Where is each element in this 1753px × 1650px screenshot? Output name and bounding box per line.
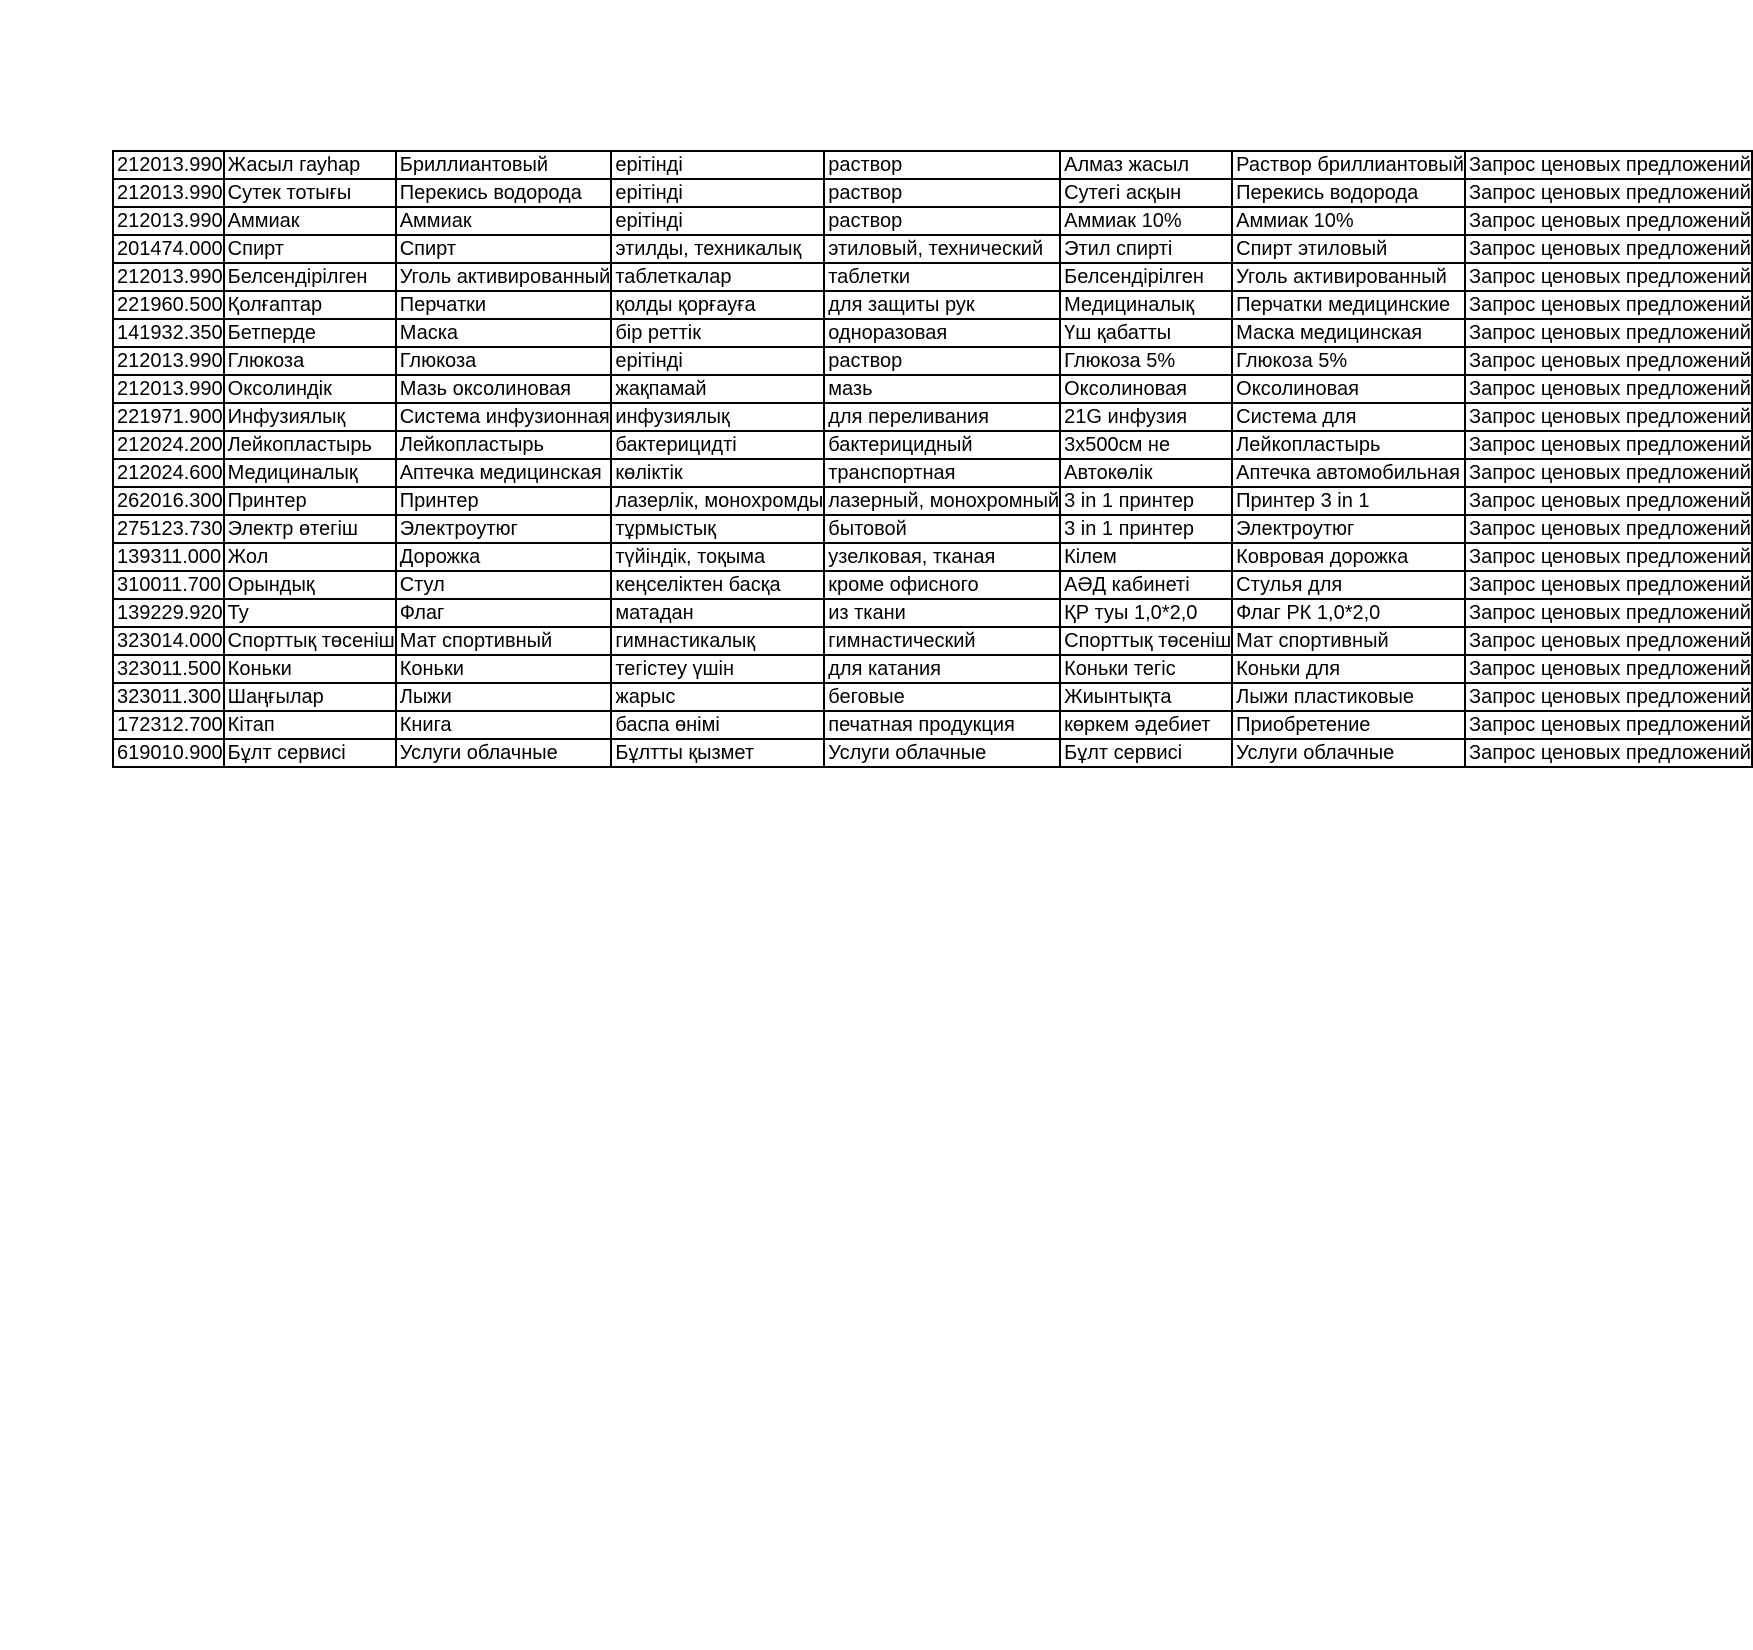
table-row: [113, 263, 1752, 291]
table-cell: для катания: [824, 655, 1060, 683]
table-cell: Аммиак: [396, 207, 612, 235]
table-cell: 310011.700: [113, 571, 224, 599]
table-cell: 3 in 1 принтер: [1060, 487, 1232, 515]
table-cell: Уголь активированный: [396, 263, 612, 291]
table-cell: ерітінді: [611, 347, 824, 375]
table-cell: Мат спортивный: [396, 627, 612, 655]
table-cell: 3x500см не: [1060, 431, 1232, 459]
table-cell: 212013.990: [113, 151, 224, 179]
table-cell: Стул: [396, 571, 612, 599]
table-cell: 172312.700: [113, 711, 224, 739]
table-cell: Глюкоза: [224, 347, 396, 375]
table-cell: Ковровая дорожка: [1232, 543, 1465, 571]
table-cell: раствор: [824, 179, 1060, 207]
table-cell: ерітінді: [611, 151, 824, 179]
table-row: [113, 739, 1752, 767]
table-cell: 323011.300: [113, 683, 224, 711]
table-cell: раствор: [824, 347, 1060, 375]
table-cell: Аптечка автомобильная: [1232, 459, 1465, 487]
table-row: [113, 431, 1752, 459]
table-cell: Запрос ценовых предложений: [1465, 571, 1752, 599]
table-cell: лазерлік, монохромды: [611, 487, 824, 515]
table-cell: из ткани: [824, 599, 1060, 627]
table-cell: Запрос ценовых предложений: [1465, 543, 1752, 571]
table-cell: Аптечка медицинская: [396, 459, 612, 487]
table-cell: Запрос ценовых предложений: [1465, 459, 1752, 487]
table-cell: АӘД кабинеті: [1060, 571, 1232, 599]
table-cell: транспортная: [824, 459, 1060, 487]
table-cell: Бетперде: [224, 319, 396, 347]
table-cell: Медициналық: [224, 459, 396, 487]
table-row: [113, 179, 1752, 207]
table-cell: Запрос ценовых предложений: [1465, 515, 1752, 543]
table-cell: 262016.300: [113, 487, 224, 515]
table-cell: этилды, техникалық: [611, 235, 824, 263]
table-row: [113, 459, 1752, 487]
table-cell: 323014.000: [113, 627, 224, 655]
table-cell: 21G инфузия: [1060, 403, 1232, 431]
table-cell: 212013.990: [113, 179, 224, 207]
table-cell: 275123.730: [113, 515, 224, 543]
table-cell: 221960.500: [113, 291, 224, 319]
table-cell: 212013.990: [113, 347, 224, 375]
table-cell: Глюкоза: [396, 347, 612, 375]
table-cell: тегістеу үшін: [611, 655, 824, 683]
table-cell: Бұлт сервисі: [224, 739, 396, 767]
table-cell: одноразовая: [824, 319, 1060, 347]
table-cell: Спирт этиловый: [1232, 235, 1465, 263]
table-cell: түйіндік, тоқыма: [611, 543, 824, 571]
table-cell: ерітінді: [611, 207, 824, 235]
table-cell: Запрос ценовых предложений: [1465, 431, 1752, 459]
table-cell: Запрос ценовых предложений: [1465, 627, 1752, 655]
table-row: [113, 515, 1752, 543]
table-cell: Услуги облачные: [396, 739, 612, 767]
table-cell: Запрос ценовых предложений: [1465, 263, 1752, 291]
table-cell: Запрос ценовых предложений: [1465, 151, 1752, 179]
table-cell: қолды қорғауға: [611, 291, 824, 319]
table-cell: таблетки: [824, 263, 1060, 291]
table-cell: Оксолиновая: [1060, 375, 1232, 403]
table-row: [113, 683, 1752, 711]
table-cell: лазерный, монохромный: [824, 487, 1060, 515]
table-cell: Аммиак 10%: [1232, 207, 1465, 235]
table-cell: Аммиак 10%: [1060, 207, 1232, 235]
table-cell: бактерицидті: [611, 431, 824, 459]
table-cell: 201474.000: [113, 235, 224, 263]
table-cell: Оксолиндік: [224, 375, 396, 403]
table-cell: Лейкопластырь: [1232, 431, 1465, 459]
table-cell: Запрос ценовых предложений: [1465, 235, 1752, 263]
table-cell: 212013.990: [113, 207, 224, 235]
table-cell: ҚР туы 1,0*2,0: [1060, 599, 1232, 627]
table-cell: 212013.990: [113, 263, 224, 291]
table-cell: көліктік: [611, 459, 824, 487]
table-row: [113, 543, 1752, 571]
table-row: [113, 319, 1752, 347]
table-cell: ерітінді: [611, 179, 824, 207]
table-cell: Принтер: [396, 487, 612, 515]
table-cell: Дорожка: [396, 543, 612, 571]
table-cell: 619010.900: [113, 739, 224, 767]
table-row: [113, 207, 1752, 235]
table-cell: Книга: [396, 711, 612, 739]
table-cell: Коньки: [224, 655, 396, 683]
table-cell: таблеткалар: [611, 263, 824, 291]
table-cell: көркем әдебиет: [1060, 711, 1232, 739]
table-cell: для переливания: [824, 403, 1060, 431]
table-cell: Аммиак: [224, 207, 396, 235]
table-cell: Уголь активированный: [1232, 263, 1465, 291]
table-cell: Услуги облачные: [1232, 739, 1465, 767]
table-cell: Электроутюг: [1232, 515, 1465, 543]
table-cell: Алмаз жасыл: [1060, 151, 1232, 179]
table-body: [113, 151, 1752, 767]
table-cell: бактерицидный: [824, 431, 1060, 459]
table-cell: Коньки для: [1232, 655, 1465, 683]
table-cell: Система инфузионная: [396, 403, 612, 431]
table-cell: Электроутюг: [396, 515, 612, 543]
table-cell: Глюкоза 5%: [1060, 347, 1232, 375]
table-cell: Запрос ценовых предложений: [1465, 319, 1752, 347]
table-cell: 139229.920: [113, 599, 224, 627]
table-cell: Жасыл гауһар: [224, 151, 396, 179]
table-cell: жақпамай: [611, 375, 824, 403]
table-cell: Жол: [224, 543, 396, 571]
table-cell: Медициналық: [1060, 291, 1232, 319]
table-row: [113, 347, 1752, 375]
table-cell: Принтер: [224, 487, 396, 515]
table-cell: беговые: [824, 683, 1060, 711]
table-cell: Сутек тотығы: [224, 179, 396, 207]
table-cell: Белсендірілген: [224, 263, 396, 291]
table-cell: Маска медицинская: [1232, 319, 1465, 347]
table-cell: Кітап: [224, 711, 396, 739]
table-cell: Орындық: [224, 571, 396, 599]
table-cell: 212013.990: [113, 375, 224, 403]
table-cell: Бұлтты қызмет: [611, 739, 824, 767]
table-cell: Лыжи пластиковые: [1232, 683, 1465, 711]
table-cell: Запрос ценовых предложений: [1465, 291, 1752, 319]
table-cell: кроме офисного: [824, 571, 1060, 599]
table-cell: тұрмыстық: [611, 515, 824, 543]
table-cell: кеңселіктен басқа: [611, 571, 824, 599]
table-cell: Запрос ценовых предложений: [1465, 403, 1752, 431]
table-cell: Система для: [1232, 403, 1465, 431]
table-cell: Перекись водорода: [1232, 179, 1465, 207]
table-cell: Запрос ценовых предложений: [1465, 179, 1752, 207]
table-cell: Перчатки: [396, 291, 612, 319]
table-cell: Маска: [396, 319, 612, 347]
table-cell: для защиты рук: [824, 291, 1060, 319]
table-cell: Запрос ценовых предложений: [1465, 207, 1752, 235]
table-row: [113, 375, 1752, 403]
table-cell: Запрос ценовых предложений: [1465, 375, 1752, 403]
table-cell: Стулья для: [1232, 571, 1465, 599]
table-cell: Лейкопластырь: [396, 431, 612, 459]
table-row: [113, 151, 1752, 179]
table-cell: Услуги облачные: [824, 739, 1060, 767]
table-cell: Үш қабатты: [1060, 319, 1232, 347]
table-cell: Спирт: [224, 235, 396, 263]
table-row: [113, 599, 1752, 627]
table-cell: узелковая, тканая: [824, 543, 1060, 571]
table-cell: 139311.000: [113, 543, 224, 571]
table-cell: Запрос ценовых предложений: [1465, 487, 1752, 515]
table-cell: Коньки: [396, 655, 612, 683]
table-cell: матадан: [611, 599, 824, 627]
table-cell: Флаг: [396, 599, 612, 627]
table-cell: Спирт: [396, 235, 612, 263]
table-cell: Лыжи: [396, 683, 612, 711]
table-cell: мазь: [824, 375, 1060, 403]
table-cell: жарыс: [611, 683, 824, 711]
table-cell: бір реттік: [611, 319, 824, 347]
table-cell: Коньки тегіс: [1060, 655, 1232, 683]
table-cell: баспа өнімі: [611, 711, 824, 739]
table-cell: Сутегі асқын: [1060, 179, 1232, 207]
table-cell: 141932.350: [113, 319, 224, 347]
table-cell: Глюкоза 5%: [1232, 347, 1465, 375]
table-cell: Этил спирті: [1060, 235, 1232, 263]
table-cell: Мат спортивный: [1232, 627, 1465, 655]
table-cell: Перекись водорода: [396, 179, 612, 207]
table-cell: Электр өтегіш: [224, 515, 396, 543]
table-cell: Запрос ценовых предложений: [1465, 347, 1752, 375]
table-cell: Раствор бриллиантовый: [1232, 151, 1465, 179]
table-cell: Запрос ценовых предложений: [1465, 655, 1752, 683]
table-cell: Шаңғылар: [224, 683, 396, 711]
table-row: [113, 627, 1752, 655]
table-cell: раствор: [824, 207, 1060, 235]
table-row: [113, 487, 1752, 515]
table-cell: Приобретение: [1232, 711, 1465, 739]
table-row: [113, 571, 1752, 599]
table-cell: печатная продукция: [824, 711, 1060, 739]
table-cell: 3 in 1 принтер: [1060, 515, 1232, 543]
table-cell: Бұлт сервисі: [1060, 739, 1232, 767]
table-cell: Флаг РК 1,0*2,0: [1232, 599, 1465, 627]
table-cell: Инфузиялық: [224, 403, 396, 431]
table-cell: Жиынтықта: [1060, 683, 1232, 711]
table-cell: Қолғаптар: [224, 291, 396, 319]
table-cell: Запрос ценовых предложений: [1465, 739, 1752, 767]
table-cell: Бриллиантовый: [396, 151, 612, 179]
table-row: [113, 235, 1752, 263]
table-cell: Лейкопластырь: [224, 431, 396, 459]
table-row: [113, 403, 1752, 431]
table-cell: гимнастикалық: [611, 627, 824, 655]
table-cell: 212024.600: [113, 459, 224, 487]
table-cell: раствор: [824, 151, 1060, 179]
table-cell: этиловый, технический: [824, 235, 1060, 263]
table-cell: Запрос ценовых предложений: [1465, 711, 1752, 739]
table-cell: 323011.500: [113, 655, 224, 683]
table-cell: гимнастический: [824, 627, 1060, 655]
table-row: [113, 291, 1752, 319]
table-cell: Запрос ценовых предложений: [1465, 599, 1752, 627]
table-cell: Кілем: [1060, 543, 1232, 571]
table-cell: Оксолиновая: [1232, 375, 1465, 403]
table-row: [113, 655, 1752, 683]
table-row: [113, 711, 1752, 739]
spreadsheet-table: [112, 150, 1753, 768]
table-cell: 212024.200: [113, 431, 224, 459]
table-cell: Спорттық төсеніш: [1060, 627, 1232, 655]
table-cell: Запрос ценовых предложений: [1465, 683, 1752, 711]
table-cell: бытовой: [824, 515, 1060, 543]
table-cell: Мазь оксолиновая: [396, 375, 612, 403]
table-cell: Перчатки медицинские: [1232, 291, 1465, 319]
table-cell: Принтер 3 in 1: [1232, 487, 1465, 515]
table-cell: Автокөлік: [1060, 459, 1232, 487]
table-cell: Белсендірілген: [1060, 263, 1232, 291]
table-cell: инфузиялық: [611, 403, 824, 431]
table-cell: Ту: [224, 599, 396, 627]
table-cell: 221971.900: [113, 403, 224, 431]
table-cell: Спорттық төсеніш: [224, 627, 396, 655]
